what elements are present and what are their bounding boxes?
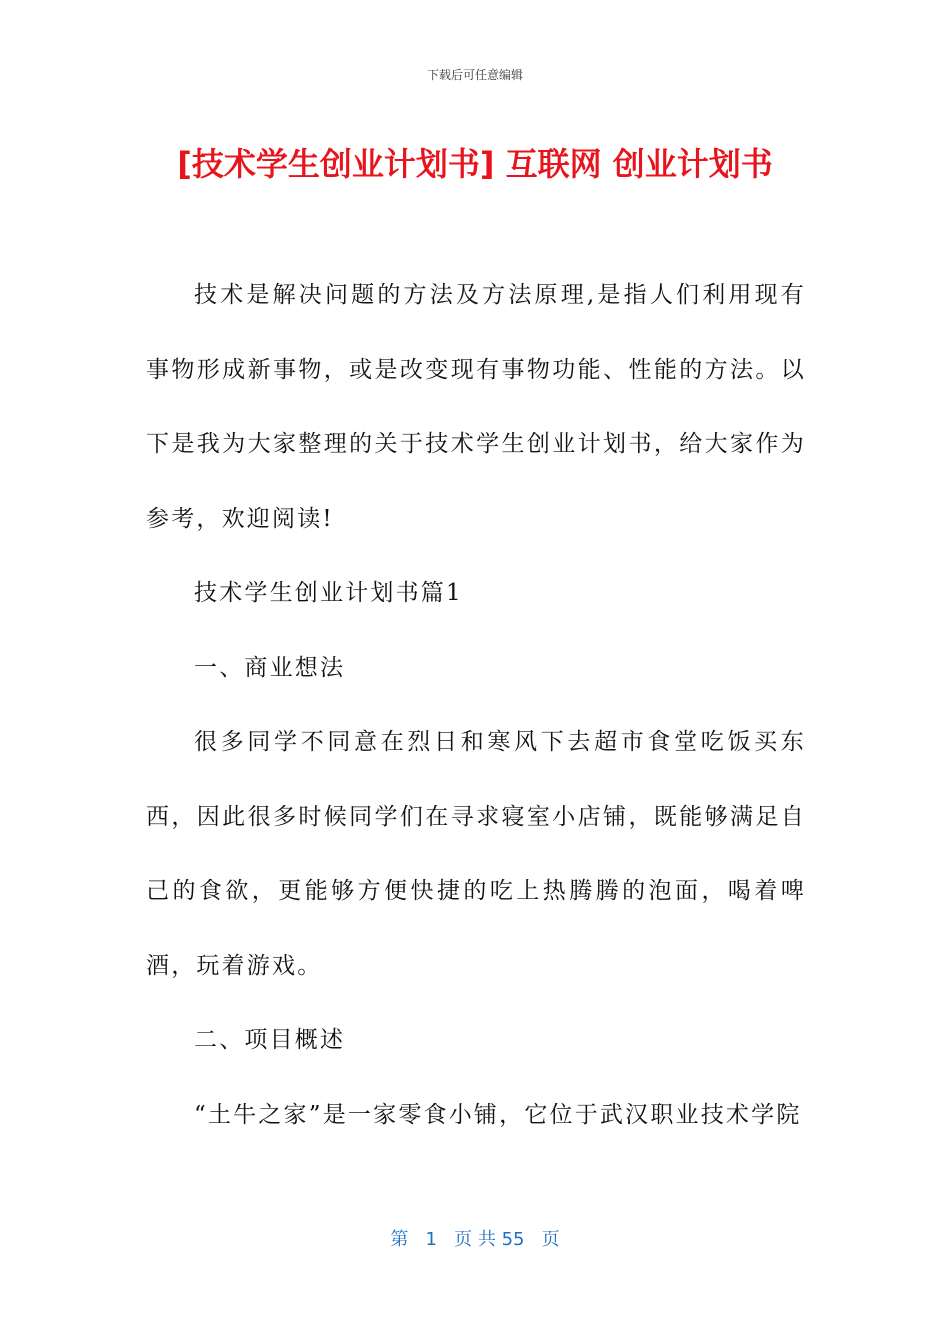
footer-total-pages: 55 [501,1229,525,1250]
section-heading-project-overview: 二、项目概述 [194,1027,346,1053]
section-heading-business-idea: 一、商业想法 [194,654,346,681]
paragraph-business-idea: 很多同学不同意在烈日和寒风下去超市食堂吃饭买东西，因此很多时候同学们在寻求寝室小店铺，既能够满足自己的食欲，更能够方便快捷的吃上热腾腾的泡面，喝着啤酒，玩着游戏。 [146,729,806,979]
section-heading-plan-1: 技术学生创业计划书篇1 [194,580,463,606]
footer-prefix: 第 [390,1229,409,1250]
paragraph-project-overview: “土牛之家”是一家零食小铺，它位于武汉职业技术学院 [194,1101,802,1128]
header-note: 下载后可任意编辑 [426,68,523,82]
page-footer [0,1225,950,1251]
footer-middle: 页 共 [454,1229,496,1250]
document-body [146,258,806,1152]
footer-current-page: 1 [425,1229,437,1250]
footer-suffix: 页 [541,1229,560,1250]
paragraph-intro: 技术是解决问题的方法及方法原理,是指人们利用现有事物形成新事物，或是改变现有事物功能、性能的方法。以下是我为大家整理的关于技术学生创业计划书，给大家作为参考，欢迎阅读! [146,282,806,532]
document-title: [技术学生创业计划书] 互联网 创业计划书 [177,145,773,183]
